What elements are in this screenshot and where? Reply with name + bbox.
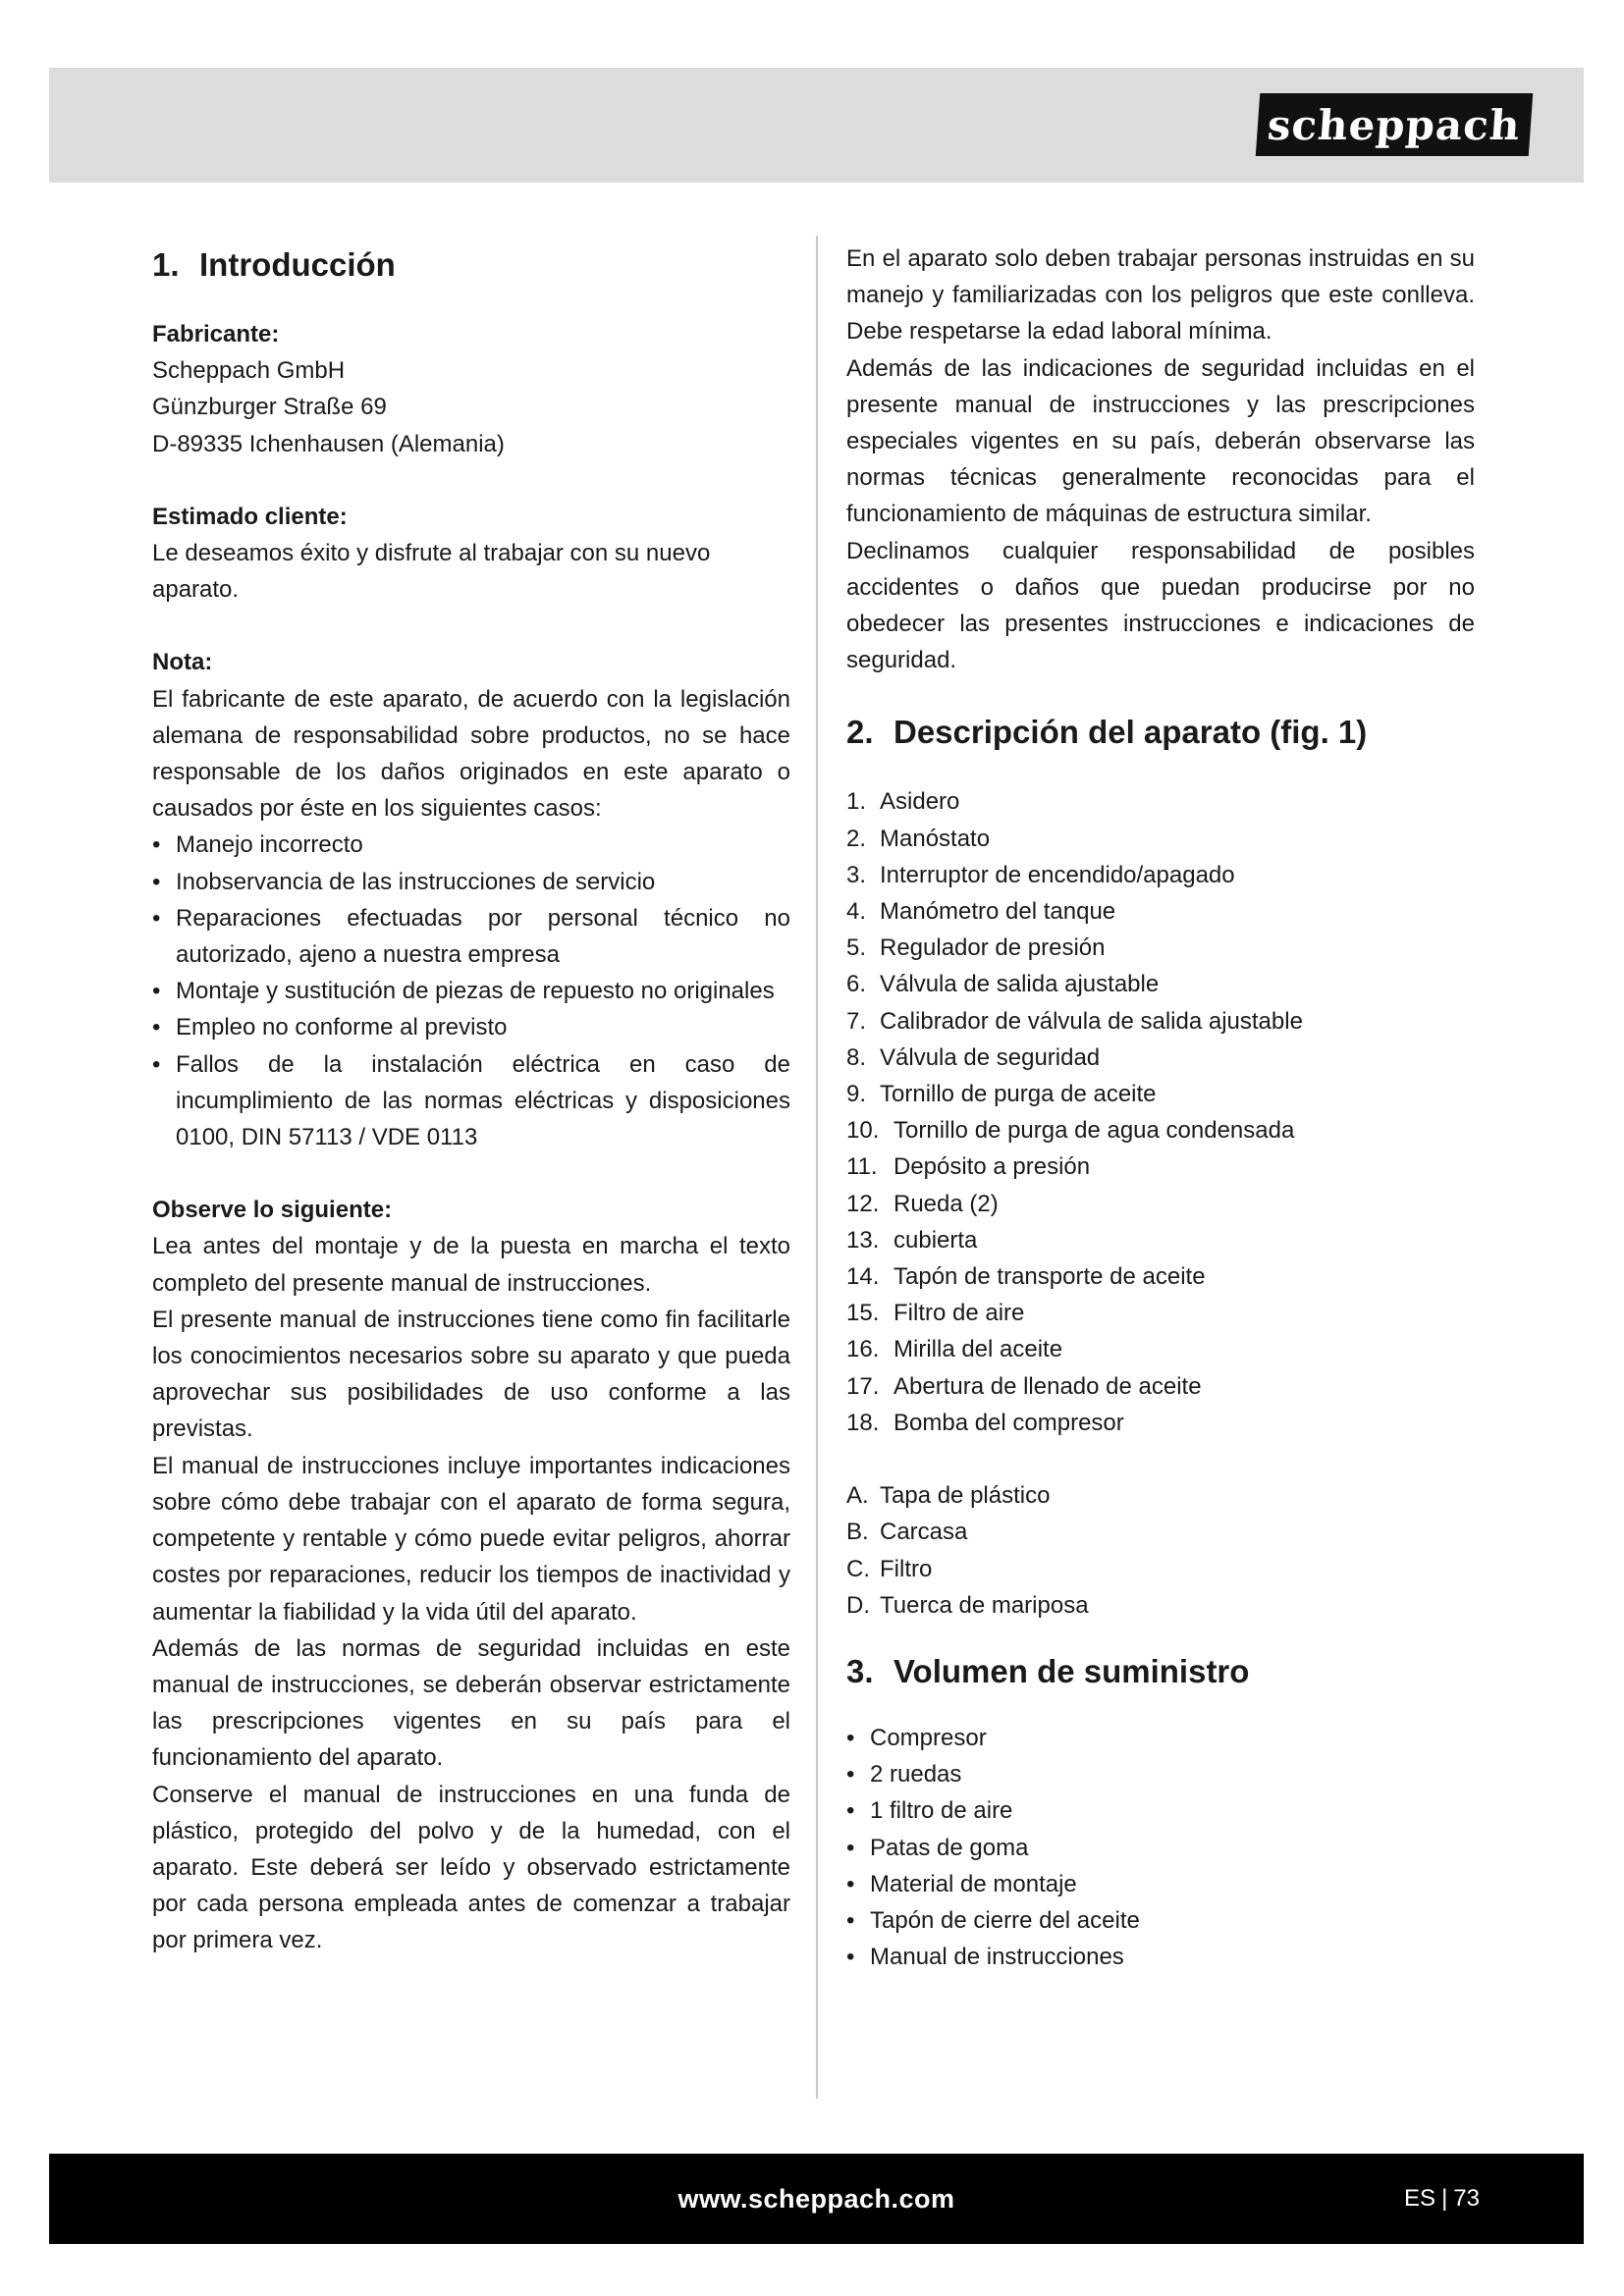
- safety-paragraph: Además de las indicaciones de seguridad incluidas en el presente manual de instrucciones y las prescripciones especiales vigentes en su país, deberán observarse las normas técnicas generalmente reconocidas para el funcionamiento de máquinas de estructura similar.: [846, 354, 1475, 528]
- customer-label: Estimado cliente:: [152, 503, 348, 530]
- manufacturer-name: Scheppach GmbH: [152, 357, 346, 385]
- list-item: 14. Tapón de transporte de aceite: [846, 1263, 1206, 1291]
- section-heading-volumen: 3. Volumen de suministro: [846, 1652, 1250, 1689]
- list-item: 9. Tornillo de purga de aceite: [846, 1081, 1157, 1108]
- list-item: C. Filtro: [846, 1555, 933, 1582]
- supply-list: [846, 1720, 1475, 1975]
- safety-paragraph: En el aparato solo deben trabajar personas instruidas en su manejo y familiarizadas con los peligros que este conlleva. Debe respetarse la edad laboral mínima.: [846, 245, 1475, 346]
- list-item: 12. Rueda (2): [846, 1190, 999, 1217]
- observe-paragraph: Lea antes del montaje y de la puesta en marcha el texto completo del presente manual de instrucciones.: [152, 1233, 790, 1297]
- observe-paragraph: El manual de instrucciones incluye importantes indicaciones sobre cómo debe trabajar con el aparato de forma segura, competente y rentable y cómo puede evitar peligros, ahorrar costes por reparaciones, reducir los tiempos de inactividad y aumentar la fiabilidad y la vida útil del aparato.: [152, 1452, 790, 1626]
- manufacturer-street: Günzburger Straße 69: [152, 394, 387, 421]
- observe-paragraph: Además de las normas de seguridad incluidas en este manual de instrucciones, se deberán observar estrictamente las prescripciones vigentes en su país para el funcionamiento del aparato.: [152, 1634, 790, 1772]
- list-item: • Empleo no conforme al previsto: [152, 1009, 790, 1045]
- list-item: 11. Depósito a presión: [846, 1153, 1091, 1181]
- list-item: • Reparaciones efectuadas por personal técnico no autorizado, ajeno a nuestra empresa: [152, 900, 790, 973]
- list-item: A. Tapa de plástico: [846, 1482, 1051, 1510]
- manufacturer-city: D-89335 Ichenhausen (Alemania): [152, 430, 505, 457]
- note-bullet-list: [152, 827, 790, 1155]
- observe-paragraph: Conserve el manual de instrucciones en una funda de plástico, protegido del polvo y de la humedad, con el aparato. Este deberá ser leído y observado estrictamente por cada persona empleada antes de comenzar a trabajar por primera vez.: [152, 1781, 790, 1954]
- list-item: 6. Válvula de salida ajustable: [846, 971, 1160, 998]
- list-item: • Compresor: [846, 1720, 1475, 1756]
- list-item: 10. Tornillo de purga de agua condensada: [846, 1117, 1295, 1145]
- left-column: [152, 240, 790, 1959]
- right-column: [846, 240, 1475, 1975]
- list-item: B. Carcasa: [846, 1519, 968, 1546]
- website-link[interactable]: www.scheppach.com: [677, 2184, 955, 2214]
- list-item: 3. Interruptor de encendido/apagado: [846, 861, 1235, 888]
- scheppach-logo: scheppach: [1256, 93, 1533, 156]
- column-divider: [816, 236, 818, 2099]
- list-item: • Fallos de la instalación eléctrica en caso de incumplimiento de las normas eléctricas y disposiciones 0100, DIN 57113 / VDE 0113: [152, 1046, 790, 1156]
- list-item: 17. Abertura de llenado de aceite: [846, 1372, 1202, 1400]
- list-item: • Montaje y sustitución de piezas de repuesto no originales: [152, 973, 790, 1009]
- list-item: 4. Manómetro del tanque: [846, 898, 1116, 926]
- list-item: • 2 ruedas: [846, 1756, 1475, 1792]
- list-item: • Manejo incorrecto: [152, 827, 790, 863]
- page-number: ES | 73: [1404, 2185, 1480, 2212]
- list-item: D. Tuerca de mariposa: [846, 1591, 1089, 1619]
- safety-paragraph: Declinamos cualquier responsabilidad de posibles accidentes o daños que puedan producirse por no obedecer las presentes instrucciones e indicaciones de seguridad.: [846, 537, 1475, 674]
- list-item: • Manual de instrucciones: [846, 1939, 1475, 1975]
- note-text: El fabricante de este aparato, de acuerdo con la legislación alemana de responsabilidad sobre productos, no se hace responsable de los daños originados en este aparato o causados por éste en los siguientes casos:: [152, 685, 790, 823]
- list-item: 5. Regulador de presión: [846, 934, 1106, 962]
- list-item: • Tapón de cierre del aceite: [846, 1902, 1475, 1939]
- list-item: • Material de montaje: [846, 1866, 1475, 1902]
- list-item: • 1 filtro de aire: [846, 1792, 1475, 1829]
- list-item: 16. Mirilla del aceite: [846, 1336, 1063, 1363]
- list-item: 8. Válvula de seguridad: [846, 1043, 1101, 1071]
- parts-list: [846, 783, 1475, 1441]
- section-heading-introduccion: 1. Introducción: [152, 246, 396, 283]
- note-label: Nota:: [152, 649, 213, 676]
- list-item: 18. Bomba del compresor: [846, 1409, 1124, 1436]
- customer-text: Le deseamos éxito y disfrute al trabajar con su nuevo aparato.: [152, 540, 711, 604]
- list-item: 7. Calibrador de válvula de salida ajustable: [846, 1007, 1303, 1035]
- list-item: 15. Filtro de aire: [846, 1300, 1025, 1327]
- list-item: 13. cubierta: [846, 1226, 978, 1254]
- list-item: • Patas de goma: [846, 1830, 1475, 1866]
- observe-label: Observe lo siguiente:: [152, 1197, 393, 1224]
- list-item: 1. Asidero: [846, 788, 960, 816]
- list-item: • Inobservancia de las instrucciones de servicio: [152, 864, 790, 900]
- page-footer: [49, 2154, 1584, 2244]
- lettered-parts-list: [846, 1477, 1475, 1624]
- section-heading-descripcion: 2. Descripción del aparato (fig. 1): [846, 714, 1368, 751]
- observe-paragraph: El presente manual de instrucciones tiene como fin facilitarle los conocimientos necesarios sobre su aparato y que pueda aprovechar sus posibilidades de uso conforme a las previstas.: [152, 1306, 790, 1443]
- list-item: 2. Manóstato: [846, 825, 991, 852]
- page-header: [49, 68, 1584, 183]
- manufacturer-label: Fabricante:: [152, 321, 280, 347]
